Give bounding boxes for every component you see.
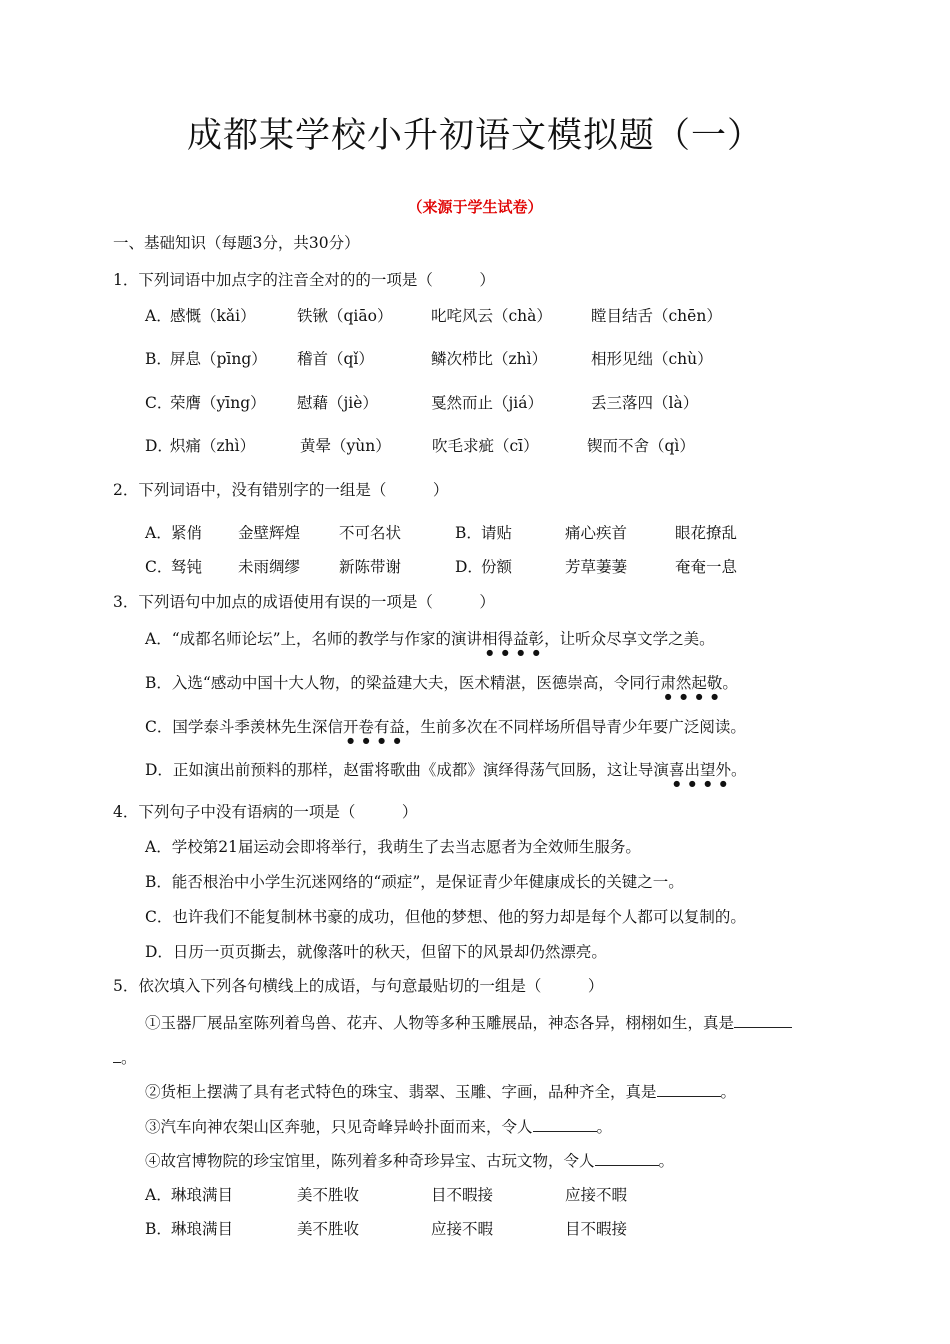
q5-sentence-text: ④故宫博物院的珍宝馆里，陈列着多种奇珍异宝、古玩文物，令人 [145,1152,595,1170]
q5-sentence-text: 。 [121,1049,137,1067]
q1-option-a-item: 叱咤风云（chà） [431,307,552,325]
q4-option-b: B．能否根治中小学生沉迷网络的“顽症”，是保证青少年健康成长的关键之一。 [145,873,684,891]
q4-option-c: C．也许我们不能复制林书豪的成功，但他的梦想、他的努力却是每个人都可以复制的。 [145,908,746,926]
q3-option-text: B．入选“感动中国十大人物，的梁益建大夫，医术精湛，医德崇高，令同行 [145,674,661,692]
q3-option-text: A．“成都名师论坛”上，名师的教学与作家的演讲 [145,630,483,648]
question-4-stem: 4．下列句子中没有语病的一项是（ ） [113,803,418,821]
q2-option-b-item: 痛心疾首 [565,524,628,542]
q3-option-b [145,673,738,701]
q1-option-d-item: 锲而不舍（qì） [587,437,695,455]
question-1-stem: 1．下列词语中加点字的注音全对的的一项是（ ） [113,271,495,289]
page-title: 成都某学校小升初语文模拟题（一） [186,116,763,156]
q2-option-d-item: 奄奄一息 [675,558,738,576]
q1-option-a-item: 瞠目结舌（chēn） [591,307,722,325]
q5-choice-b-item: 琳琅满目 [171,1220,234,1238]
q1-option-d-item: 炽痛（zhì） [170,437,256,455]
q1-option-b-item: 屏息（pīng） [170,350,267,368]
q5-choice-a-item: 目不暇接 [431,1186,494,1204]
q2-option-d-label: D． [455,558,483,576]
q1-option-b-item: 相形见绌（chù） [591,350,713,368]
q3-option-text: D．正如演出前预料的那样，赵雷将歌曲《成都》演绎得荡气回肠，这让导演 [145,761,669,779]
q1-option-b-label: B． [145,350,172,368]
q1-option-a-item: 铁锹（qiāo） [297,307,393,325]
q5-sentence-text: 。 [596,1118,613,1136]
q3-idiom: 开卷有益 [342,718,405,736]
q2-option-a-label: A． [145,524,172,542]
q2-option-d-item: 芳草萋萋 [565,558,628,576]
q2-option-a-item: 不可名状 [339,524,402,542]
answer-blank[interactable] [595,1151,659,1166]
q2-option-c-item: 未雨绸缪 [238,558,301,576]
q4-option-a: A．学校第21届运动会即将举行，我萌生了去当志愿者为全效师生服务。 [145,838,641,856]
q2-option-c-label: C． [145,558,173,576]
q2-option-c-item: 驽钝 [171,558,203,576]
q5-choice-a-label: A． [145,1186,172,1204]
q2-option-b-item: 请贴 [481,524,513,542]
q5-sentence-2 [145,1082,736,1102]
q3-option-c [145,717,746,745]
q1-option-b-item: 稽首（qǐ） [297,350,374,368]
q5-choice-b-item: 美不胜收 [297,1220,360,1238]
q5-sentence-1-end [113,1048,137,1068]
q2-option-a-item: 金壁辉煌 [238,524,301,542]
q5-choice-b-label: B． [145,1220,172,1238]
section-heading: 一、基础知识（每题3分，共30分） [113,234,360,252]
q2-option-d-item: 份额 [481,558,513,576]
q5-choice-a-item: 应接不暇 [565,1186,628,1204]
q5-sentence-3 [145,1117,612,1137]
q1-option-a-label: A． [145,307,172,325]
answer-blank[interactable] [533,1117,597,1132]
answer-blank[interactable] [734,1013,792,1028]
q5-sentence-text: ③汽车向神农架山区奔驰，只见奇峰异岭扑面而来，令人 [145,1118,533,1136]
q5-choice-b-item: 目不暇接 [565,1220,628,1238]
q5-sentence-1 [145,1013,792,1033]
question-2-stem: 2．下列词语中，没有错别字的一组是（ ） [113,481,449,499]
q1-option-b-item: 鳞次栉比（zhì） [431,350,548,368]
q1-option-c-item: 丢三落四（là） [591,394,699,412]
question-3-stem: 3．下列语句中加点的成语使用有误的一项是（ ） [113,593,495,611]
q1-option-a-item: 感慨（kǎi） [170,307,256,325]
q3-option-a [145,629,715,657]
q5-choice-a-item: 琳琅满目 [171,1186,234,1204]
q2-option-a-item: 紧俏 [171,524,203,542]
answer-blank[interactable] [113,1048,121,1063]
q2-option-b-item: 眼花撩乱 [675,524,738,542]
answer-blank[interactable] [657,1082,721,1097]
q5-sentence-text: 。 [720,1083,737,1101]
q5-sentence-text: 。 [658,1152,675,1170]
q1-option-c-item: 荣膺（yīng） [170,394,266,412]
q3-idiom: 相得益彰 [482,630,545,648]
q3-option-text: 。 [722,674,738,692]
q5-choice-a-item: 美不胜收 [297,1186,360,1204]
q1-option-c-label: C． [145,394,173,412]
q3-idiom: 喜出望外 [668,761,731,779]
source-note: （来源于学生试卷） [407,198,543,216]
q3-option-d [145,760,746,788]
q1-option-d-label: D． [145,437,173,455]
q5-sentence-text: ②货柜上摆满了具有老式特色的珠宝、翡翠、玉雕、字画，品种齐全，真是 [145,1083,657,1101]
q3-option-text: ，让听众尽享文学之美。 [544,630,715,648]
q1-option-d-item: 吹毛求疵（cī） [432,437,539,455]
q5-choice-b-item: 应接不暇 [431,1220,494,1238]
q3-option-text: 。 [730,761,747,779]
q3-option-text: ，生前多次在不同样场所倡导青少年要广泛阅读。 [404,718,746,736]
q1-option-d-item: 黄晕（yùn） [300,437,391,455]
question-5-stem: 5．依次填入下列各句横线上的成语，与句意最贴切的一组是（ ） [113,977,604,995]
q4-option-d: D．日历一页页撕去，就像落叶的秋天，但留下的风景却仍然漂亮。 [145,943,607,961]
q3-idiom: 肃然起敬 [660,674,723,692]
q5-sentence-4 [145,1151,674,1171]
q5-sentence-text: ①玉器厂展品室陈列着鸟兽、花卉、人物等多种玉雕展品，神态各异，栩栩如生，真是 [145,1014,735,1032]
q2-option-c-item: 新陈带谢 [339,558,402,576]
q3-option-text: C．国学泰斗季羡林先生深信 [145,718,343,736]
q1-option-c-item: 慰藉（jiè） [297,394,378,412]
q1-option-c-item: 戛然而止（jiá） [431,394,544,412]
q2-option-b-label: B． [455,524,482,542]
